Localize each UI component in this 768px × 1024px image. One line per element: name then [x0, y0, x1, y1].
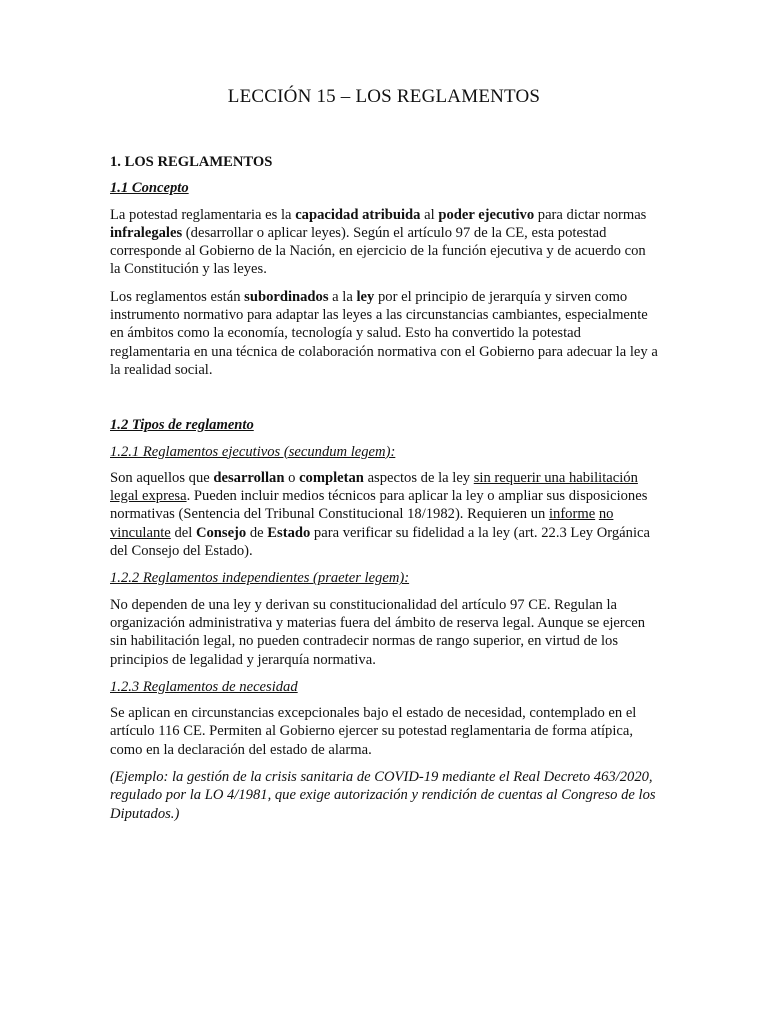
document-body: [110, 153, 658, 823]
bold-term: ley: [356, 288, 375, 305]
bold-term: capacidad atribuida: [295, 206, 421, 223]
section-1-2-2-heading: 1.2.2 Reglamentos independientes (praeter legem):: [110, 570, 410, 587]
ejecutivos-paragraph: Son aquellos que desarrollan o completan aspectos de la ley sin requerir una habilitación legal expresa. Pueden incluir medios técnicos para aplicar la ley o ampliar sus disposiciones normativas (Sentencia del Tribunal Constitucional 18/1982). Requieren un informe no vinculante del Consejo de Estado para verificar su fidelidad a la ley (art. 22.3 Ley Orgánica del Consejo del Estado).: [110, 469, 650, 560]
bold-term: poder ejecutivo: [438, 206, 535, 223]
concepto-paragraph-1: La potestad reglamentaria es la capacidad atribuida al poder ejecutivo para dictar normas infralegales (desarrollar o aplicar leyes). Según el artículo 97 de la CE, esta potestad corresponde al Gobierno de la Nación, en ejercicio de la función ejecutiva y de acuerdo con la Constitución y las leyes.: [110, 206, 647, 278]
bold-term: completan: [299, 469, 364, 486]
bold-term: Consejo: [195, 524, 247, 541]
section-1-heading: 1. LOS REGLAMENTOS: [110, 154, 273, 170]
underlined-text: no: [598, 506, 614, 523]
necesidad-paragraph: Se aplican en circunstancias excepcionales bajo el estado de necesidad, contemplado en el artículo 116 CE. Permiten al Gobierno ejercer su potestad reglamentaria de forma atípica, como en la declaración del estado de alarma.: [110, 705, 637, 758]
bold-term: desarrollan: [213, 469, 285, 486]
section-1-2-3-heading: 1.2.3 Reglamentos de necesidad: [110, 678, 298, 695]
underlined-text: sin requerir una habilitación legal expresa: [110, 469, 638, 505]
underlined-text: vinculante: [110, 524, 171, 541]
section-1-2-heading: 1.2 Tipos de reglamento: [110, 417, 254, 434]
example-paragraph: (Ejemplo: la gestión de la crisis sanitaria de COVID-19 mediante el Real Decreto 463/2020, regulado por la LO 4/1981, que exige autorización y rendición de cuentas al Congreso de los Diputados.): [110, 769, 656, 822]
independientes-paragraph: No dependen de una ley y derivan su constitucionalidad del artículo 97 CE. Regulan la organización administrativa y materias fuera del ámbito de reserva legal. Aunque se ejercen sin habilitación legal, no pueden contradecir normas de rango superior, en virtud de los principios de legalidad y jerarquía normativa.: [110, 596, 646, 668]
bold-term: infralegales: [110, 224, 183, 241]
bold-term: subordinados: [244, 288, 329, 305]
bold-term: Estado: [267, 524, 311, 541]
underlined-text: informe: [548, 506, 596, 523]
document-title: LECCIÓN 15 – LOS REGLAMENTOS: [227, 86, 541, 107]
section-1-2-1-heading: 1.2.1 Reglamentos ejecutivos (secundum legem):: [110, 443, 396, 460]
concepto-paragraph-2: Los reglamentos están subordinados a la ley por el principio de jerarquía y sirven como instrumento normativo para adaptar las leyes a las circunstancias cambiantes, especialmente en ámbitos como la economía, tecnología y salud. Esto ha convertido la potestad reglamentaria en una técnica de colaboración normativa con el Gobierno para adecuar la ley a la realidad social.: [110, 288, 658, 378]
section-1-1-heading: 1.1 Concepto: [110, 180, 189, 197]
